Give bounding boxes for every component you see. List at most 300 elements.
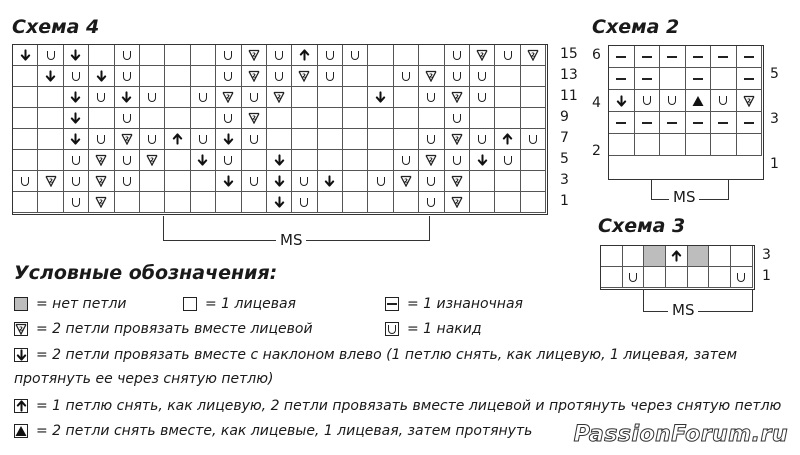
stitch-cell: [242, 45, 267, 66]
stitch-cell: [115, 108, 140, 129]
skp-swatch: [14, 348, 28, 362]
k2tog-icon: [248, 49, 260, 61]
stitch-cell: [445, 108, 470, 129]
purl-dash-icon: [616, 122, 626, 124]
stitch-cell: [470, 192, 495, 213]
stitch-cell: [470, 171, 495, 192]
skp-arrow-down-icon: [324, 175, 335, 187]
stitch-cell: [267, 192, 292, 213]
svg-text:2: 2: [429, 73, 434, 80]
yarn-over-icon: [326, 51, 334, 60]
stitch-cell: [115, 171, 140, 192]
stitch-cell: [165, 45, 190, 66]
svg-text:2: 2: [226, 94, 231, 101]
yarn-over-icon: [326, 72, 334, 81]
svg-text:2: 2: [746, 98, 751, 104]
k2tog-icon: [146, 154, 158, 166]
skp-arrow-down-icon: [70, 112, 81, 124]
stitch-cell: [292, 87, 317, 108]
yarn-over-icon: [199, 93, 207, 102]
yarn-over-icon: [453, 156, 461, 165]
stitch-cell: [89, 108, 114, 129]
stitch-cell: [13, 129, 38, 150]
stitch-cell: [140, 45, 165, 66]
stitch-cell: [115, 129, 140, 150]
row-number: 13: [560, 67, 578, 83]
yarn-over-icon: [97, 135, 105, 144]
stitch-cell: [660, 134, 686, 156]
stitch-cell: [394, 66, 419, 87]
schema4-title: Схема 4: [12, 16, 100, 38]
stitch-cell: [292, 66, 317, 87]
yarn-over-icon: [300, 198, 308, 207]
yarn-over-icon: [21, 177, 29, 186]
stitch-cell: [737, 112, 763, 134]
row-number: 1: [762, 268, 771, 284]
k2tog-icon: [451, 175, 463, 187]
stitch-cell: [13, 45, 38, 66]
svg-text:2: 2: [19, 326, 23, 333]
stitch-cell: [394, 87, 419, 108]
stitch-cell: [64, 129, 89, 150]
row-number: 6: [592, 47, 601, 63]
skp-arrow-down-icon: [70, 91, 81, 103]
yarn-over-icon: [427, 177, 435, 186]
stitch-cell: [470, 87, 495, 108]
stitch-cell: [115, 66, 140, 87]
stitch-cell: [292, 192, 317, 213]
stitch-cell: [216, 192, 241, 213]
stitch-cell: [368, 129, 393, 150]
yarn-over-icon: [351, 51, 359, 60]
k2tog-icon: [451, 91, 463, 103]
stitch-cell: [140, 150, 165, 171]
k2tog-icon: [400, 175, 412, 187]
stitch-cell: [470, 150, 495, 171]
skp-arrow-down-icon: [223, 175, 234, 187]
purl-dash-icon: [616, 56, 626, 58]
yarn-over-icon: [148, 93, 156, 102]
yarn-over-icon: [72, 72, 80, 81]
stitch-cell: [368, 87, 393, 108]
skp-arrow-down-icon: [121, 91, 132, 103]
stitch-cell: [711, 68, 737, 90]
skp-arrow-down-icon: [96, 70, 107, 82]
yarn-over-icon: [529, 135, 537, 144]
stitch-cell: [140, 66, 165, 87]
skp-arrow-down-icon: [616, 95, 627, 107]
row-number: 1: [770, 156, 779, 172]
no-stitch-swatch: [14, 297, 28, 311]
cdd-triangle-icon: [692, 95, 704, 107]
legend-knit: = 1 лицевая: [205, 296, 296, 312]
stitch-cell: [495, 150, 520, 171]
stitch-cell: [318, 129, 343, 150]
stitch-cell: [216, 108, 241, 129]
stitch-cell: [13, 108, 38, 129]
stitch-cell: [216, 66, 241, 87]
k2tog-icon: [451, 133, 463, 145]
no-stitch-cell: [644, 246, 666, 267]
knit-swatch: [183, 297, 197, 311]
yarn-over-icon: [504, 156, 512, 165]
stitch-cell: [115, 45, 140, 66]
stitch-cell: [318, 150, 343, 171]
stitch-cell: [165, 66, 190, 87]
purl-dash-icon: [693, 122, 703, 124]
stitch-cell: [394, 108, 419, 129]
stitch-cell: [660, 46, 686, 68]
stitch-cell: [267, 150, 292, 171]
stitch-cell: [191, 192, 216, 213]
row-number: 2: [592, 143, 601, 159]
stitch-cell: [191, 66, 216, 87]
stitch-cell: [191, 108, 216, 129]
stitch-cell: [89, 150, 114, 171]
watermark: PassionForum.ru: [573, 422, 788, 447]
k2tog-swatch: [14, 322, 28, 336]
stitch-cell: [89, 171, 114, 192]
purl-dash-icon: [387, 303, 397, 305]
yarn-over-icon: [275, 72, 283, 81]
stitch-cell: [495, 192, 520, 213]
stitch-cell: [64, 66, 89, 87]
stitch-cell: [711, 134, 737, 156]
yarn-over-icon: [402, 156, 410, 165]
stitch-cell: [267, 171, 292, 192]
stitch-cell: [419, 150, 444, 171]
k2tog-icon: [451, 196, 463, 208]
stitch-cell: [495, 129, 520, 150]
k2tog-icon: [95, 175, 107, 187]
stitch-cell: [601, 267, 623, 288]
yarn-over-icon: [224, 51, 232, 60]
yarn-over-icon: [453, 51, 461, 60]
stitch-cell: [38, 192, 63, 213]
purl-dash-icon: [642, 78, 652, 80]
stitch-cell: [216, 171, 241, 192]
stitch-cell: [711, 90, 737, 112]
purl-dash-icon: [744, 56, 754, 58]
svg-text:2: 2: [251, 73, 256, 80]
stitch-cell: [609, 46, 635, 68]
stitch-cell: [635, 68, 661, 90]
stitch-cell: [165, 150, 190, 171]
yarn-over-icon: [199, 135, 207, 144]
stitch-cell: [394, 45, 419, 66]
yarn-over-icon: [72, 156, 80, 165]
stitch-cell: [731, 267, 753, 288]
stitch-cell: [623, 267, 645, 288]
stitch-cell: [242, 108, 267, 129]
stitch-cell: [495, 171, 520, 192]
stitch-cell: [419, 129, 444, 150]
stitch-cell: [686, 46, 712, 68]
k2tog-icon: [425, 154, 437, 166]
svg-text:2: 2: [429, 157, 434, 164]
purl-dash-icon: [667, 56, 677, 58]
stitch-cell: [686, 90, 712, 112]
legend-k2tog: = 2 петли провязать вместе лицевой: [36, 321, 313, 337]
stitch-cell: [368, 108, 393, 129]
stitch-cell: [242, 129, 267, 150]
stitch-cell: [13, 171, 38, 192]
stitch-cell: [216, 87, 241, 108]
stitch-cell: [368, 192, 393, 213]
k2tog-icon: [45, 175, 57, 187]
stitch-cell: [660, 68, 686, 90]
yarn-over-icon: [427, 93, 435, 102]
svg-text:2: 2: [531, 52, 535, 59]
svg-text:2: 2: [454, 136, 459, 143]
stitch-cell: [419, 171, 444, 192]
svg-text:2: 2: [277, 94, 282, 101]
stitch-cell: [470, 66, 495, 87]
stitch-cell: [242, 192, 267, 213]
stitch-cell: [737, 90, 763, 112]
yarn-over-icon: [224, 156, 232, 165]
stitch-cell: [737, 134, 763, 156]
stitch-cell: [165, 171, 190, 192]
stitch-cell: [368, 150, 393, 171]
stitch-cell: [660, 112, 686, 134]
stitch-cell: [394, 192, 419, 213]
svg-text:2: 2: [454, 178, 459, 185]
schema3-title: Схема 3: [598, 215, 686, 237]
stitch-cell: [343, 45, 368, 66]
row-number: 5: [770, 66, 779, 82]
stitch-cell: [140, 171, 165, 192]
stitch-cell: [343, 108, 368, 129]
stitch-cell: [609, 134, 635, 156]
stitch-cell: [115, 192, 140, 213]
yarn-over-icon: [72, 177, 80, 186]
svg-text:2: 2: [251, 52, 256, 59]
stitch-cell: [470, 129, 495, 150]
yarn-over-icon: [402, 72, 410, 81]
stitch-cell: [666, 246, 688, 267]
sk2p-arrow-up-icon: [502, 133, 513, 145]
yarn-over-icon: [224, 72, 232, 81]
stitch-cell: [343, 87, 368, 108]
stitch-cell: [318, 192, 343, 213]
schema3-ms-label: MS: [668, 301, 698, 319]
yarn-over-icon: [123, 51, 131, 60]
stitch-cell: [267, 87, 292, 108]
stitch-cell: [737, 68, 763, 90]
stitch-cell: [13, 192, 38, 213]
stitch-cell: [343, 150, 368, 171]
stitch-cell: [445, 150, 470, 171]
stitch-cell: [686, 134, 712, 156]
stitch-cell: [601, 246, 623, 267]
svg-text:2: 2: [99, 178, 104, 185]
stitch-cell: [191, 87, 216, 108]
cdd-swatch: [14, 424, 28, 438]
svg-text:2: 2: [251, 115, 256, 122]
stitch-cell: [191, 129, 216, 150]
yarn-over-icon: [250, 135, 258, 144]
sk2p-swatch: [14, 399, 28, 413]
purl-dash-icon: [693, 56, 703, 58]
schema2-ms-label: MS: [669, 188, 699, 206]
svg-text:2: 2: [124, 136, 129, 143]
stitch-cell: [140, 192, 165, 213]
yarn-over-icon: [224, 114, 232, 123]
stitch-cell: [688, 267, 710, 288]
stitch-cell: [394, 129, 419, 150]
stitch-cell: [38, 45, 63, 66]
stitch-cell: [292, 45, 317, 66]
stitch-cell: [635, 90, 661, 112]
yo-swatch: [385, 322, 399, 336]
purl-dash-icon: [642, 56, 652, 58]
stitch-cell: [495, 87, 520, 108]
stitch-cell: [343, 129, 368, 150]
k2tog-icon: [743, 95, 755, 107]
stitch-cell: [89, 66, 114, 87]
svg-text:2: 2: [404, 178, 408, 185]
stitch-cell: [64, 150, 89, 171]
yarn-over-icon: [668, 96, 676, 105]
stitch-cell: [609, 112, 635, 134]
stitch-cell: [64, 192, 89, 213]
k2tog-icon: [248, 112, 260, 124]
yarn-over-icon: [275, 51, 283, 60]
yarn-over-icon: [453, 114, 461, 123]
stitch-cell: [64, 171, 89, 192]
stitch-cell: [521, 129, 546, 150]
stitch-cell: [38, 108, 63, 129]
stitch-cell: [609, 90, 635, 112]
stitch-cell: [216, 45, 241, 66]
skp-arrow-down-icon: [274, 175, 285, 187]
yarn-over-icon: [478, 93, 486, 102]
stitch-cell: [140, 129, 165, 150]
stitch-cell: [445, 129, 470, 150]
yarn-over-icon: [47, 51, 55, 60]
k2tog-icon: [121, 133, 133, 145]
yarn-over-icon: [643, 96, 651, 105]
row-number: 11: [560, 88, 578, 104]
yarn-over-icon: [737, 273, 745, 282]
row-number: 5: [560, 151, 569, 167]
stitch-cell: [470, 45, 495, 66]
row-number: 3: [770, 111, 779, 127]
yarn-over-icon: [377, 177, 385, 186]
stitch-cell: [13, 87, 38, 108]
stitch-cell: [115, 150, 140, 171]
row-number: 7: [560, 130, 569, 146]
k2tog-icon: [476, 49, 488, 61]
stitch-cell: [635, 134, 661, 156]
k2tog-icon: [527, 49, 539, 61]
stitch-cell: [140, 87, 165, 108]
stitch-cell: [38, 171, 63, 192]
stitch-cell: [292, 171, 317, 192]
stitch-cell: [660, 90, 686, 112]
yarn-over-icon: [123, 72, 131, 81]
stitch-cell: [89, 129, 114, 150]
stitch-cell: [521, 87, 546, 108]
yarn-over-icon: [453, 72, 461, 81]
stitch-cell: [13, 150, 38, 171]
purl-dash-icon: [667, 122, 677, 124]
stitch-cell: [495, 45, 520, 66]
yarn-over-icon: [719, 96, 727, 105]
purl-dash-icon: [616, 78, 626, 80]
purl-dash-icon: [744, 122, 754, 124]
purl-dash-icon: [693, 78, 703, 80]
stitch-cell: [623, 246, 645, 267]
stitch-cell: [609, 68, 635, 90]
skp-arrow-down-icon: [274, 196, 285, 208]
svg-text:2: 2: [99, 199, 104, 206]
schema2-grid: [608, 45, 764, 180]
stitch-cell: [686, 68, 712, 90]
stitch-cell: [495, 108, 520, 129]
stitch-cell: [445, 87, 470, 108]
yarn-over-icon: [97, 93, 105, 102]
stitch-cell: [318, 66, 343, 87]
stitch-cell: [521, 150, 546, 171]
yarn-over-icon: [123, 156, 131, 165]
skp-arrow-down-icon: [70, 133, 81, 145]
stitch-cell: [644, 267, 666, 288]
stitch-cell: [89, 87, 114, 108]
skp-arrow-down-icon: [477, 154, 488, 166]
stitch-cell: [318, 108, 343, 129]
stitch-cell: [38, 87, 63, 108]
row-number: 9: [560, 109, 569, 125]
purl-dash-icon: [744, 78, 754, 80]
sk2p-arrow-up-icon: [299, 49, 310, 61]
stitch-cell: [445, 171, 470, 192]
yarn-over-icon: [300, 177, 308, 186]
stitch-cell: [495, 66, 520, 87]
stitch-cell: [64, 108, 89, 129]
stitch-cell: [419, 108, 444, 129]
stitch-cell: [267, 45, 292, 66]
stitch-cell: [419, 192, 444, 213]
k2tog-icon: [425, 70, 437, 82]
k2tog-icon: [222, 91, 234, 103]
stitch-cell: [216, 129, 241, 150]
yarn-over-icon: [478, 72, 486, 81]
stitch-cell: [731, 246, 753, 267]
legend-skp-line1: = 2 петли провязать вместе с наклоном влево (1 петлю снять, как лицевую, 1 лицевая, затем: [36, 347, 738, 363]
yarn-over-icon: [478, 135, 486, 144]
stitch-cell: [38, 129, 63, 150]
legend-no-stitch: = нет петли: [36, 296, 127, 312]
stitch-cell: [635, 46, 661, 68]
row-number: 15: [560, 46, 578, 62]
stitch-cell: [292, 108, 317, 129]
yarn-over-icon: [427, 198, 435, 207]
stitch-cell: [521, 66, 546, 87]
stitch-cell: [38, 150, 63, 171]
stitch-cell: [343, 171, 368, 192]
yarn-over-icon: [148, 135, 156, 144]
stitch-cell: [343, 192, 368, 213]
legend-purl: = 1 изнаночная: [407, 296, 523, 312]
skp-arrow-down-icon: [197, 154, 208, 166]
stitch-cell: [165, 192, 190, 213]
stitch-cell: [666, 267, 688, 288]
k2tog-icon: [95, 154, 107, 166]
stitch-cell: [686, 112, 712, 134]
legend-sk2p: = 1 петлю снять, как лицевую, 2 петли провязать вместе лицевой и протянуть через снятую петлю: [36, 398, 782, 414]
